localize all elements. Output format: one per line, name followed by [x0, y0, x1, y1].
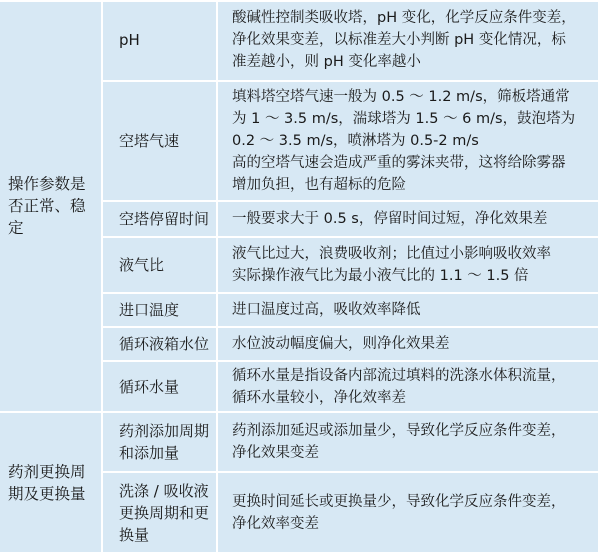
- item-cell-tank-water-level: [103, 328, 218, 362]
- desc-cell-inlet-temperature: [218, 294, 600, 328]
- desc-text: 液气比过大，浪费吸收剂；比值过小影响吸收效率 实际操作液气比为最小液气比的 1.1 ～ 1.5 倍: [232, 246, 551, 284]
- item-label: 循环水量: [119, 377, 180, 396]
- desc-cell-liquid-gas-ratio: [218, 238, 600, 294]
- item-cell-solution-replacement: [103, 473, 218, 554]
- desc-text: 一般要求大于 0.5 s，停留时间过短，净化效果差: [232, 211, 548, 227]
- desc-cell-residence-time: [218, 202, 600, 238]
- desc-cell-circulating-water: [218, 362, 600, 413]
- desc-text: 更换时间延长或更换量少，导致化学反应条件变差， 净化效率变差: [232, 493, 566, 532]
- item-cell-ph: [103, 0, 218, 82]
- desc-text: 水位波动幅度偏大，则净化效果差: [232, 336, 450, 352]
- item-label: 洗涤 / 吸收液 更换周期和更 换量: [119, 481, 210, 544]
- category-cell-operating-parameters: [0, 0, 103, 413]
- desc-text: 进口温度过高，吸收效率降低: [232, 302, 421, 318]
- item-label: 液气比: [119, 256, 165, 274]
- category-label: 操作参数是 否正常、稳 定: [8, 174, 86, 237]
- desc-text: 填料塔空塔气速一般为 0.5 ～ 1.2 m/s，筛板塔通常 为 1 ～ 3.5 m/s，湍球塔为 1.5 ～ 6 m/s，鼓泡塔为 0.2 ～ 3.5 m/s，喷淋塔为 0.5-2 m/s 高的空塔气速会造成严重的雾沫夹带，这将给除雾器 增加负担，也有超标的危险: [232, 89, 576, 193]
- desc-text: 药剂添加延迟或添加量少，导致化学反应条件变差， 净化效果变差: [232, 423, 566, 461]
- item-cell-circulating-water: [103, 362, 218, 413]
- item-label: 空塔停留时间: [119, 210, 210, 228]
- item-cell-inlet-temperature: [103, 294, 218, 328]
- desc-cell-reagent-dosing: [218, 413, 600, 473]
- item-label: 空塔气速: [119, 132, 180, 150]
- item-cell-superficial-velocity: [103, 82, 218, 202]
- category-cell-reagent-replacement: [0, 413, 103, 554]
- item-cell-reagent-dosing: [103, 413, 218, 473]
- desc-cell-ph: [218, 0, 600, 82]
- item-cell-liquid-gas-ratio: [103, 238, 218, 294]
- item-label: 药剂添加周期 和添加量: [119, 422, 210, 462]
- item-cell-residence-time: [103, 202, 218, 238]
- desc-text: 酸碱性控制类吸收塔，pH 变化，化学反应条件变差， 净化效果变差，以标准差大小判断 pH 变化情况，标 准差越小，则 pH 变化率越小: [232, 10, 576, 70]
- desc-cell-superficial-velocity: [218, 82, 600, 202]
- item-label: pH: [119, 31, 140, 49]
- desc-cell-tank-water-level: [218, 328, 600, 362]
- item-label: 进口温度: [119, 301, 180, 319]
- desc-text: 循环水量是指设备内部流过填料的洗涤水体积流量， 循环水量较小，净化效率差: [232, 367, 566, 406]
- desc-cell-solution-replacement: [218, 473, 600, 554]
- category-label: 药剂更换周 期及更换量: [8, 462, 86, 503]
- item-label: 循环液箱水位: [119, 335, 210, 353]
